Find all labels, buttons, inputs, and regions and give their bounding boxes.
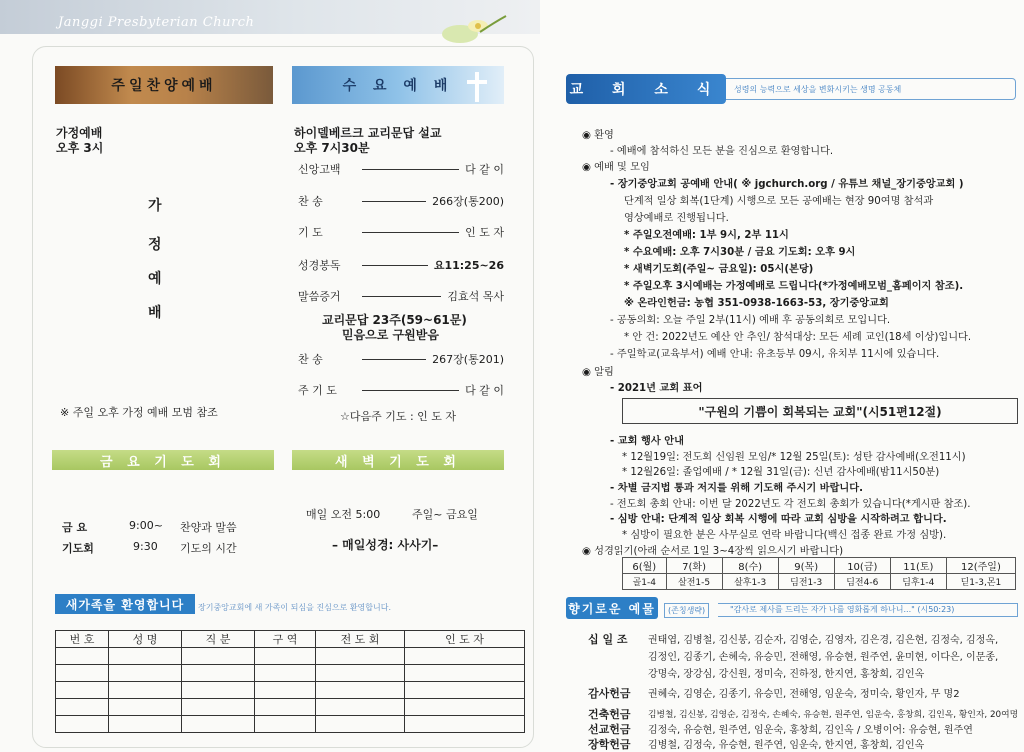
welcome-subtitle: 장기중앙교회에 새 가족이 되심을 진심으로 환영합니다. — [198, 603, 391, 612]
table-row — [56, 682, 525, 699]
sunday-vertical-1: 가 — [148, 198, 162, 214]
offering-names: 김정숙, 유승현, 원주연, 임운숙, 홍창희, 김인옥 / 오병이어: 유승현, 원주연 — [648, 725, 973, 736]
reading-passage: 딤전1-3 — [778, 574, 834, 590]
friday-row-label: 기도회 — [62, 542, 94, 555]
column-header: 직 분 — [182, 631, 255, 648]
cross-icon — [462, 70, 492, 104]
welcome-title: 새가족을 환영합니다 — [55, 594, 195, 614]
news-line: - 공동의회: 오늘 주일 2부(11시) 예배 후 공동의회로 모입니다. — [610, 315, 891, 326]
order-item: 찬 송 266장(통200) — [298, 195, 504, 208]
reading-day: 8(수) — [722, 558, 778, 574]
table-row — [56, 716, 525, 733]
reading-passage: 딛1-3,몬1 — [946, 574, 1015, 590]
news-line: - 교회 행사 안내 — [610, 436, 684, 447]
table-row — [623, 558, 1016, 574]
order-item: 찬 송 267장(통201) — [298, 353, 504, 366]
news-line: - 장기중앙교회 공예배 안내( ※ jgchurch.org / 유튜브 채널_장기중앙교회 ) — [610, 179, 964, 190]
sunday-note: ※ 주일 오후 가정 예배 모범 참조 — [60, 406, 218, 419]
wednesday-worship-title: 수 요 예 배 — [292, 66, 504, 104]
dawn-prayer-title: 새 벽 기 도 회 — [292, 450, 504, 470]
table-row — [56, 699, 525, 716]
news-line: 단계적 일상 회복(1단계) 시행으로 모든 공예배는 현장 90여명 참석과 — [624, 196, 934, 207]
reading-day: 10(금) — [834, 558, 890, 574]
friday-row-label: 금 요 — [62, 521, 88, 534]
offering-names: 강명숙, 장강심, 강신원, 정미숙, 진하정, 한지연, 홍창희, 김인옥 — [648, 669, 925, 680]
offering-names: 김병철, 김신봉, 김영순, 김정숙, 손혜숙, 유승현, 원주연, 임운숙, 홍창희, 김인옥, 황인자, 20여명 — [648, 710, 1019, 720]
honorific-omitted-tag: (존칭생략) — [664, 603, 709, 618]
news-line: - 전도회 총회 안내: 이번 달 2022년도 각 전도회 총회가 있습니다(*게시판 참조). — [610, 499, 971, 510]
reading-passage: 딤전4-6 — [834, 574, 890, 590]
news-line: ◉ 예배 및 모임 — [582, 162, 650, 173]
news-line: - 2021년 교회 표어 — [610, 383, 703, 394]
news-line: * 12월19일: 전도회 신임원 모임/* 12월 25일(토): 성탄 감사예배(오전11시) — [622, 452, 966, 463]
friday-row-desc: 기도의 시간 — [180, 542, 237, 555]
wednesday-time: 오후 7시30분 — [294, 141, 370, 155]
table-row — [56, 648, 525, 665]
column-header: 인 도 자 — [405, 631, 525, 648]
reading-passage: 살전1-5 — [666, 574, 722, 590]
friday-row-time: 9:00~ — [129, 519, 163, 532]
news-line: * 수요예배: 오후 7시30분 / 금요 기도회: 오후 9시 — [624, 247, 856, 258]
next-prayer-note: ☆다음주 기도 : 인 도 자 — [340, 410, 457, 423]
friday-prayer-title: 금 요 기 도 회 — [52, 450, 274, 470]
news-line: - 주일학교(교육부서) 예배 안내: 유초등부 09시, 유치부 11시에 있습니다. — [610, 349, 940, 360]
offering-group-name: 건축헌금 — [588, 708, 631, 721]
news-line: - 예배에 참석하신 모든 분을 진심으로 환영합니다. — [610, 146, 834, 157]
news-line: * 12월26일: 졸업예배 / * 12월 31일(금): 신년 감사예배(밤11시50분) — [622, 467, 940, 478]
offering-names: 김정인, 김종기, 손혜숙, 유승민, 전해영, 유승현, 원주연, 윤미현, 이다은, 이문종, — [648, 652, 999, 663]
reading-day: 12(주일) — [946, 558, 1015, 574]
column-header: 구 역 — [255, 631, 316, 648]
wednesday-heading: 하이델베르크 교리문답 설교 — [294, 126, 442, 140]
sunday-vertical-3: 예 — [148, 271, 162, 287]
offering-group-name: 감사헌금 — [588, 687, 631, 700]
church-name: Janggi Presbyterian Church — [58, 15, 255, 30]
offering-names: 권태엽, 김병철, 김신봉, 김순자, 김영순, 김영자, 김은경, 김은현, 김정숙, 김정옥, — [648, 635, 999, 646]
offering-names: 권혜숙, 김영순, 김종기, 유승민, 전해영, 임운숙, 정미숙, 황인자, 무 명2 — [648, 689, 960, 700]
reading-day: 11(토) — [890, 558, 946, 574]
order-item: 말씀증거 김효석 목사 — [298, 290, 504, 303]
news-line: * 심방이 필요한 분은 사무실로 연락 바랍니다(백신 접종 완료 가정 심방). — [622, 530, 947, 541]
newcomer-table — [55, 630, 525, 733]
sunday-worship-title: 주일찬양예배 — [55, 66, 273, 104]
reading-day: 7(화) — [666, 558, 722, 574]
sunday-line1: 가정예배 — [56, 126, 103, 140]
friday-row-desc: 찬양과 말씀 — [180, 521, 237, 534]
order-item: 주 기 도 다 같 이 — [298, 384, 504, 397]
news-line: * 안 건: 2022년도 예산 안 추인/ 참석대상: 모든 세례 교인(18세 이상)입니다. — [624, 332, 972, 343]
news-line: * 새벽기도회(주일~ 금요일): 05시(본당) — [624, 264, 814, 275]
table-header-row — [56, 631, 525, 648]
reading-day: 9(목) — [778, 558, 834, 574]
table-row — [56, 665, 525, 682]
bible-reading-table — [622, 557, 1016, 590]
news-line: ※ 온라인헌금: 농협 351-0938-1663-53, 장기중앙교회 — [624, 298, 889, 309]
offering-group-name: 십 일 조 — [588, 633, 628, 646]
dawn-days: 주일~ 금요일 — [412, 508, 478, 521]
column-header: 성 명 — [109, 631, 182, 648]
reading-day: 6(월) — [623, 558, 667, 574]
reading-passage: 딤후1-4 — [890, 574, 946, 590]
church-motto: "구원의 기쁨이 회복되는 교회"(시51편12절) — [622, 398, 1018, 424]
flower-decoration-icon — [440, 12, 510, 48]
dawn-bible-reading: – 매일성경: 사사기– — [332, 538, 439, 552]
church-news-subtitle: 성령의 능력으로 세상을 변화시키는 생명 공동체 — [726, 78, 1016, 100]
news-line: - 심방 안내: 단계적 일상 회복 시행에 따라 교회 심방을 시작하려고 합니다. — [610, 514, 947, 525]
sunday-vertical-2: 정 — [148, 237, 162, 253]
friday-row-time: 9:30 — [133, 540, 158, 553]
sermon-title-line2: 믿음으로 구원받음 — [342, 328, 439, 342]
column-header: 전 도 회 — [316, 631, 405, 648]
news-line: ◉ 알림 — [582, 367, 614, 378]
sunday-vertical-4: 배 — [148, 305, 162, 321]
church-news-title: 교 회 소 식 — [566, 74, 726, 104]
table-row — [623, 574, 1016, 590]
order-item: 성경봉독 요11:25~26 — [298, 259, 504, 272]
reading-passage: 골1-4 — [623, 574, 667, 590]
offering-names: 김병철, 김정숙, 유승현, 원주연, 임운숙, 한지연, 홍창희, 김인옥 — [648, 740, 925, 751]
order-item: 기 도 인 도 자 — [298, 226, 504, 239]
news-line: * 주일오후 3시예배는 가정예배로 드립니다(*가정예배모범_홈페이지 참조). — [624, 281, 964, 292]
offering-verse: "감사로 제사를 드리는 자가 나를 영화롭게 하나니..." (시50:23) — [718, 603, 1018, 617]
offering-title: 향기로운 예물 — [566, 597, 658, 619]
dawn-time: 매일 오전 5:00 — [306, 508, 381, 521]
news-line: ◉ 성경읽기(아래 순서로 1일 3~4장씩 읽으시기 바랍니다) — [582, 546, 844, 557]
reading-passage: 살후1-3 — [722, 574, 778, 590]
news-line: 영상예배로 진행됩니다. — [624, 213, 729, 224]
column-header: 번 호 — [56, 631, 109, 648]
order-item: 신앙고백 다 같 이 — [298, 163, 504, 176]
sermon-title-line1: 교리문답 23주(59~61문) — [322, 313, 467, 327]
offering-group-name: 장학헌금 — [588, 738, 631, 751]
offering-group-name: 선교헌금 — [588, 723, 631, 736]
sunday-line2: 오후 3시 — [56, 141, 104, 155]
news-line: ◉ 환영 — [582, 130, 614, 141]
news-line: * 주일오전예배: 1부 9시, 2부 11시 — [624, 230, 789, 241]
news-line: - 차별 금지법 통과 저지를 위해 기도해 주시기 바랍니다. — [610, 483, 863, 494]
